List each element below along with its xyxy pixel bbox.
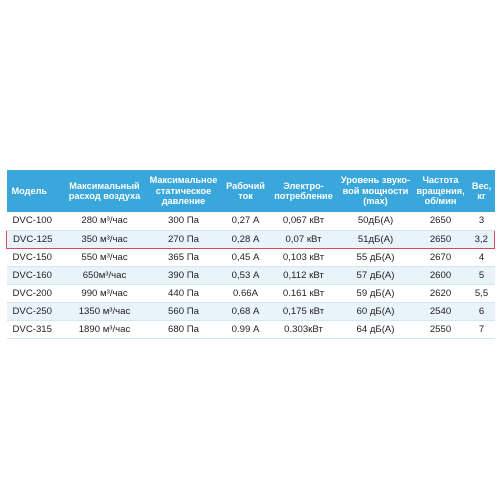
cell-rpm: 2620 [413, 284, 469, 302]
header-pressure: Максимальное статическое давление [149, 175, 218, 207]
table-row [7, 248, 495, 266]
cell-power: 0.303кВт [269, 320, 339, 338]
cell-power: 0,103 кВт [269, 248, 339, 266]
cell-airflow: 350 м³/час [65, 230, 145, 248]
cell-model: DVC-200 [7, 284, 65, 302]
header-weight: Вес, кг [471, 180, 492, 201]
cell-current: 0.66А [223, 284, 269, 302]
cell-rpm: 2650 [413, 230, 469, 248]
cell-pressure: 390 Па [145, 266, 223, 284]
header-airflow: Максимальный расход воздуха [68, 180, 141, 201]
header-model: Модель [11, 185, 48, 196]
cell-airflow: 1890 м³/час [65, 320, 145, 338]
cell-weight: 6 [469, 302, 495, 320]
cell-weight: 3,2 [469, 230, 495, 248]
cell-rpm: 2650 [413, 212, 469, 230]
table-body [7, 212, 495, 338]
cell-weight: 5,5 [469, 284, 495, 302]
cell-pressure: 270 Па [145, 230, 223, 248]
cell-airflow: 550 м³/час [65, 248, 145, 266]
cell-current: 0,68 А [223, 302, 269, 320]
cell-sound: 64 дБ(А) [339, 320, 413, 338]
cell-rpm: 2550 [413, 320, 469, 338]
cell-rpm: 2670 [413, 248, 469, 266]
cell-current: 0,27 А [223, 212, 269, 230]
table-row [7, 266, 495, 284]
table-row-highlighted [7, 230, 495, 248]
cell-power: 0,067 кВт [269, 212, 339, 230]
header-power: Электро-потребление [274, 180, 333, 201]
table-row [7, 302, 495, 320]
cell-sound: 50дБ(А) [339, 212, 413, 230]
cell-current: 0,28 А [223, 230, 269, 248]
cell-model: DVC-150 [7, 248, 65, 266]
cell-current: 0,53 А [223, 266, 269, 284]
table-row [7, 284, 495, 302]
header-row [7, 170, 495, 212]
cell-current: 0.99 А [223, 320, 269, 338]
cell-airflow: 990 м³/час [65, 284, 145, 302]
spec-table [6, 170, 495, 339]
cell-model: DVC-250 [7, 302, 65, 320]
header-current: Рабочий ток [226, 180, 265, 201]
cell-power: 0,175 кВт [269, 302, 339, 320]
table-row [7, 320, 495, 338]
cell-current: 0,45 А [223, 248, 269, 266]
cell-power: 0.161 кВт [269, 284, 339, 302]
cell-weight: 7 [469, 320, 495, 338]
cell-power: 0,112 кВт [269, 266, 339, 284]
cell-weight: 5 [469, 266, 495, 284]
cell-model: DVC-315 [7, 320, 65, 338]
cell-rpm: 2600 [413, 266, 469, 284]
cell-pressure: 680 Па [145, 320, 223, 338]
spec-table-container [6, 170, 494, 339]
cell-pressure: 440 Па [145, 284, 223, 302]
cell-sound: 57 дБ(А) [339, 266, 413, 284]
cell-pressure: 560 Па [145, 302, 223, 320]
cell-sound: 51дБ(А) [339, 230, 413, 248]
table-row [7, 212, 495, 230]
cell-airflow: 280 м³/час [65, 212, 145, 230]
cell-sound: 60 дБ(А) [339, 302, 413, 320]
cell-airflow: 1350 м³/час [65, 302, 145, 320]
header-rpm: Частота вращения, об/мин [416, 175, 465, 207]
cell-pressure: 365 Па [145, 248, 223, 266]
cell-sound: 55 дБ(А) [339, 248, 413, 266]
cell-weight: 4 [469, 248, 495, 266]
header-sound: Уровень звуко-вой мощности (max) [340, 175, 411, 207]
cell-model: DVC-160 [7, 266, 65, 284]
cell-sound: 59 дБ(А) [339, 284, 413, 302]
cell-pressure: 300 Па [145, 212, 223, 230]
cell-rpm: 2540 [413, 302, 469, 320]
cell-power: 0,07 кВт [269, 230, 339, 248]
cell-weight: 3 [469, 212, 495, 230]
cell-model: DVC-125 [7, 230, 65, 248]
cell-model: DVC-100 [7, 212, 65, 230]
cell-airflow: 650м³/час [65, 266, 145, 284]
